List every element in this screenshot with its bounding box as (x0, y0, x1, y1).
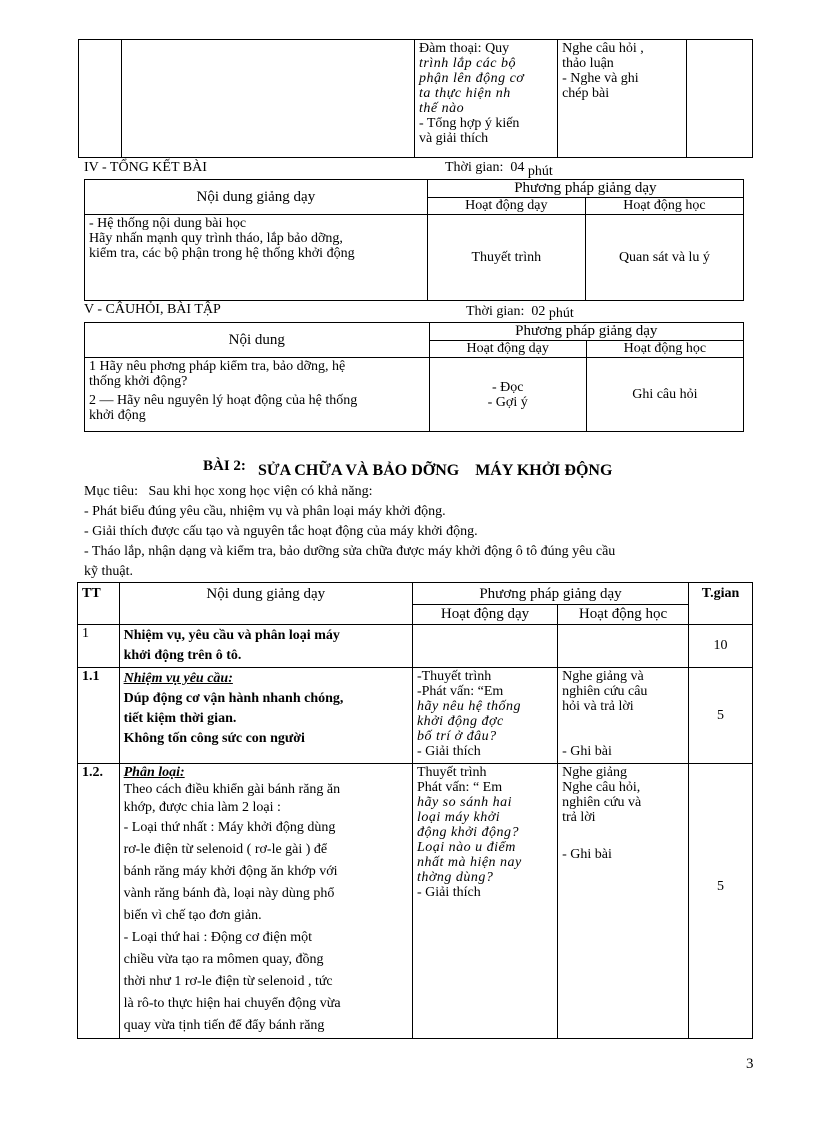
header-learn: Hoạt động học (585, 198, 743, 215)
cell-empty (79, 40, 122, 158)
cell-content: Nhiệm vụ yêu cầu: Dúp động cơ vận hành nhanh chóng, tiết kiệm thời gian. Không tốn công sức con người (119, 668, 412, 764)
objectives-label: Mục tiêu: (84, 484, 139, 499)
cell-learn: Nghe giảng và nghiên cứu câu hỏi và trả lời - Ghi bài (558, 668, 689, 764)
cell-teach: Thuyết trình Phát vấn: “ Em hãy so sánh hai loại máy khởi động khởi động? Loại nào u điểm nhất mà hiện nay thờng dùng? - Giải thích (412, 764, 557, 1039)
cell-empty (121, 40, 414, 158)
cell-time: 5 (689, 764, 753, 1039)
cell-teaching-activity: Đàm thoại: Quy trình lắp các bộ phận lên động cơ ta thực hiện nh thế nào - Tổng hợp ý kiến và giải thích (414, 40, 557, 158)
cell-tt: 1 (78, 625, 120, 668)
cell-empty (686, 40, 752, 158)
cell-teach: - Đọc - Gợi ý (429, 358, 586, 432)
header-content: Nội dung giảng dạy (85, 180, 428, 215)
section-v-table (84, 322, 744, 432)
cell-time: 5 (689, 668, 753, 764)
header-teach: Hoạt động dạy (427, 198, 585, 215)
main-table (77, 582, 753, 1039)
header-method: Phương pháp giảng dạy (429, 323, 743, 341)
section-v-title: V - CÂUHỎI, BÀI TẬP (84, 302, 221, 317)
cell-teach: Thuyết trình (427, 215, 585, 301)
header-content: Nội dung (85, 323, 430, 358)
cell-questions: 1 Hãy nêu phơng pháp kiểm tra, bảo dỡng, hệ thống khởi động? 2 — Hãy nêu nguyên lý hoạt động của hệ thống khởi động (85, 358, 430, 432)
cell-learning-activity: Nghe câu hỏi , thảo luận - Nghe và ghi chép bài (558, 40, 687, 158)
cell-tt: 1.2. (78, 764, 120, 1039)
section-iv-time: Thời gian: 04 phút (445, 160, 553, 179)
header-time: T.gian (689, 583, 753, 625)
cell-empty (412, 625, 557, 668)
lesson-label: BÀI 2: (203, 458, 246, 474)
header-method: Phương pháp giảng dạy (427, 180, 743, 198)
lesson-title: SỬA CHỮA VÀ BẢO DỠNG MÁY KHỞI ĐỘNG (258, 462, 613, 479)
cell-learn: Nghe giảng Nghe câu hỏi, nghiên cứu và trả lời - Ghi bài (558, 764, 689, 1039)
cell-time: 10 (689, 625, 753, 668)
header-learn: Hoạt động học (558, 605, 689, 625)
cell-content: Nhiệm vụ, yêu cầu và phân loại máy khởi động trên ô tô. (119, 625, 412, 668)
objectives (84, 482, 764, 582)
header-content: Nội dung giảng dạy (119, 583, 412, 625)
cell-content: - Hệ thống nội dung bài học Hãy nhấn mạnh quy trình tháo, lắp bảo dỡng, kiểm tra, các bộ phận trong hệ thống khởi động (85, 215, 428, 301)
section-iv-title: IV - TỔNG KẾT BÀI (84, 160, 207, 175)
section-v-time: Thời gian: 02 phút (466, 304, 574, 321)
section-iv-table (84, 179, 744, 301)
cell-learn: Quan sát và lu ý (585, 215, 743, 301)
cell-content: Phân loại: Theo cách điều khiển gài bánh răng ăn khớp, được chia làm 2 loại : - Loại thứ nhất : Máy khởi động dùng rơ-le điện từ selenoid ( rơ-le gài ) để bánh răng máy khởi động ăn khớp với vành răng bánh đà, loại này dùng phổ biến vì chế tạo đơn giản. - Loại thứ hai : Động cơ điện một chiều vừa tạo ra mômen quay, đồng thời như 1 rơ-le điện từ selenoid , tức là rô-to thực hiện hai chuyển động vừa quay vừa tịnh tiến để đẩy bánh răng (119, 764, 412, 1039)
objective-item: - Tháo lắp, nhận dạng và kiểm tra, bảo dưỡng sửa chữa được máy khởi động ô tô đúng yêu cầu (84, 544, 616, 559)
objective-item: - Giải thích được cấu tạo và nguyên tắc hoạt động của máy khởi động. (84, 524, 478, 539)
page-number: 3 (746, 1056, 754, 1072)
header-teach: Hoạt động dạy (429, 341, 586, 358)
objectives-intro: Sau khi học xong học viện có khả năng: (148, 484, 373, 499)
header-teach: Hoạt động dạy (412, 605, 557, 625)
cell-learn: Ghi câu hỏi (586, 358, 743, 432)
cell-tt: 1.1 (78, 668, 120, 764)
objective-item: - Phát biểu đúng yêu cầu, nhiệm vụ và phân loại máy khởi động. (84, 504, 446, 519)
table-continued (78, 39, 753, 158)
objective-item: kỹ thuật. (84, 564, 133, 579)
header-learn: Hoạt động học (586, 341, 743, 358)
cell-empty (558, 625, 689, 668)
cell-teach: -Thuyết trình -Phát vấn: “Em hãy nêu hệ thống khởi động đợc bố trí ở đâu? - Giải thích (412, 668, 557, 764)
header-method: Phương pháp giảng dạy (412, 583, 688, 605)
header-tt: TT (78, 583, 120, 625)
